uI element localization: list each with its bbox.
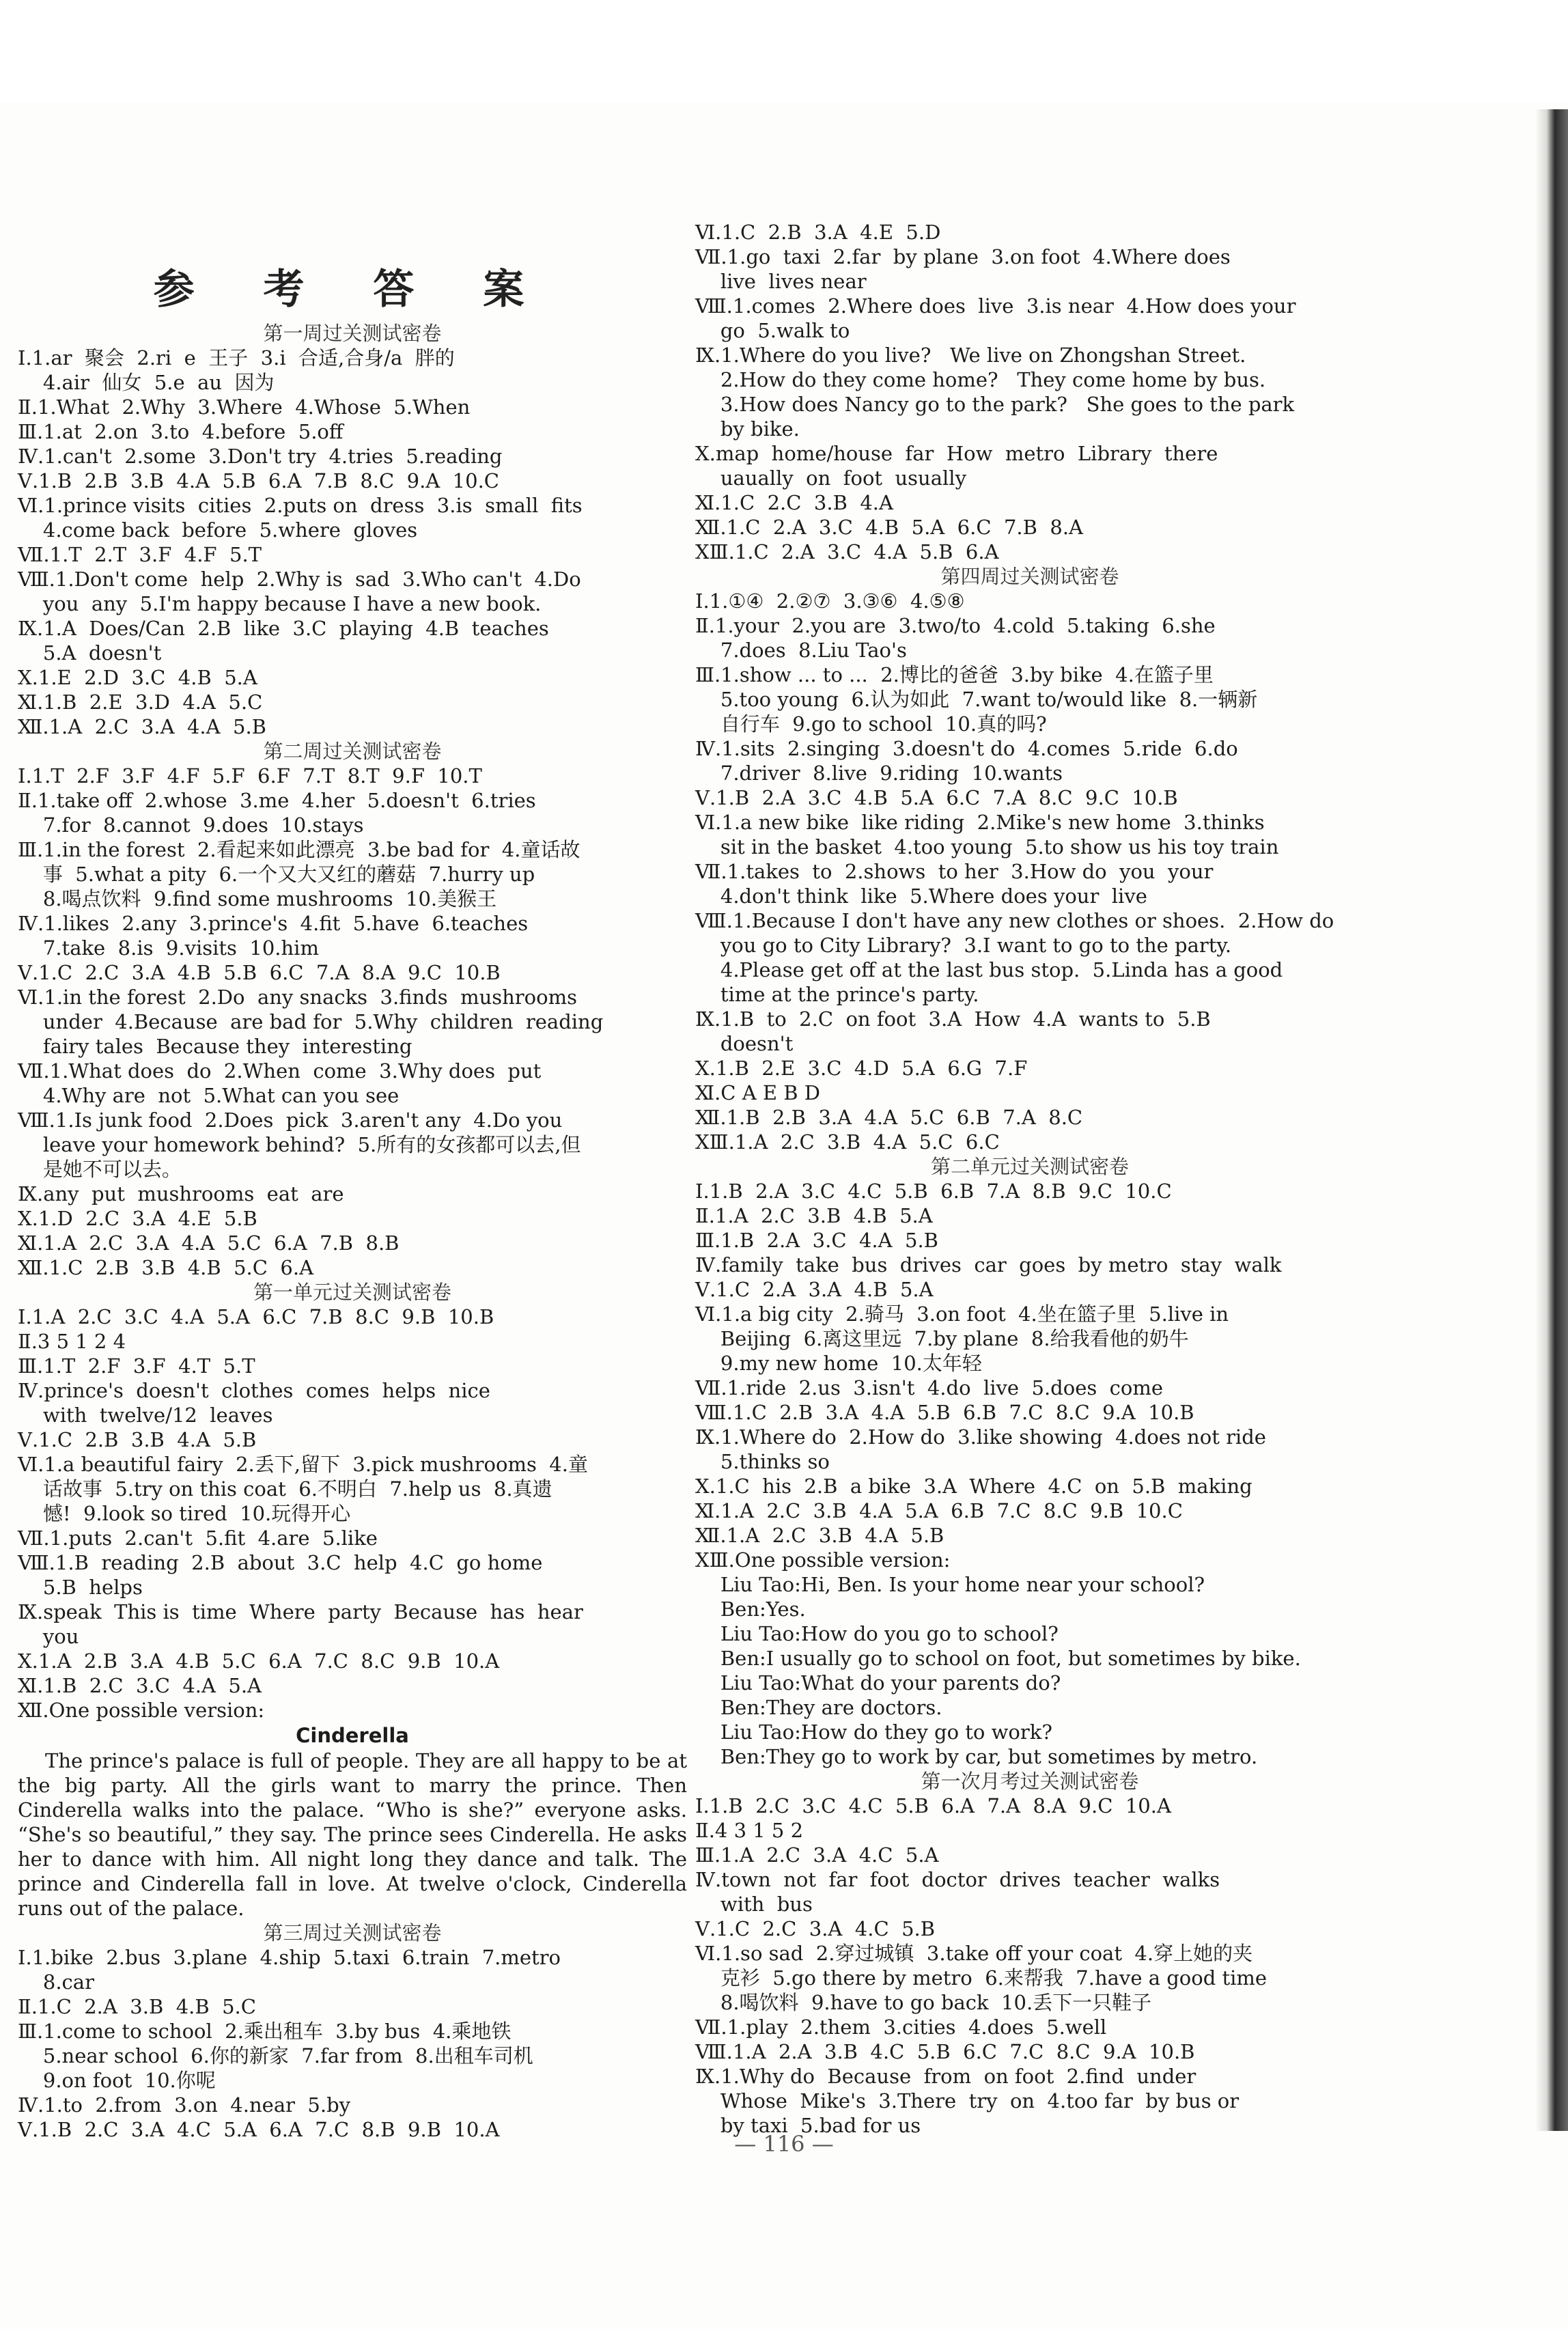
answer-line: 9.on foot 10.你呢 — [18, 2069, 216, 2092]
answer-line: Ⅱ.1.A 2.C 3.B 4.B 5.A — [695, 1204, 933, 1227]
answer-line: 克衫 5.go there by metro 6.来帮我 7.have a good time — [695, 1966, 1268, 1990]
answer-line: Ⅴ.1.B 2.B 3.B 4.A 5.B 6.A 7.B 8.C 9.A 10.C — [18, 469, 499, 492]
answer-line: go 5.walk to — [695, 319, 850, 342]
answer-line: Ⅱ.1.your 2.you are 3.two/to 4.cold 5.taking 6.she — [695, 614, 1216, 637]
answer-line: with twelve/12 leaves — [18, 1404, 273, 1427]
answer-line: 7.for 8.cannot 9.does 10.stays — [18, 813, 364, 837]
answer-line: Ⅲ.1.show ... to ... 2.博比的爸爸 3.by bike 4.在篮子里 — [695, 663, 1214, 686]
answer-line: Ⅲ.1.come to school 2.乘出租车 3.by bus 4.乘地铁 — [18, 2020, 512, 2043]
answer-line: Ⅻ.1.B 2.B 3.A 4.A 5.C 6.B 7.A 8.C — [695, 1106, 1083, 1129]
answer-line: Ⅴ.1.C 2.B 3.B 4.A 5.B — [18, 1428, 257, 1451]
answer-line: under 4.Because are bad for 5.Why children reading — [18, 1010, 604, 1033]
answer-line: 话故事 5.try on this coat 6.不明白 7.help us 8.真遗 — [18, 1477, 552, 1501]
answer-line: fairy tales Because they interesting — [18, 1035, 412, 1058]
right-sections — [695, 220, 1364, 2138]
answer-line: 5.thinks so — [695, 1450, 830, 1473]
answer-line: 4.don't think like 5.Where does your live — [695, 884, 1147, 908]
answer-line: 5.near school 6.你的新家 7.far from 8.出租车司机 — [18, 2044, 533, 2067]
answer-line: Ⅱ.3 5 1 2 4 — [18, 1330, 126, 1353]
answer-line: Ⅶ.1.T 2.T 3.F 4.F 5.T — [18, 543, 262, 566]
section-heading: 第一单元过关测试密卷 — [253, 1281, 451, 1304]
answer-line: Ⅷ.1.Don't come help 2.Why is sad 3.Who can't 4.Do — [18, 568, 581, 591]
answer-line: Ben:They go to work by car, but sometimes by metro. — [695, 1745, 1258, 1768]
answer-line: Ⅱ.1.C 2.A 3.B 4.B 5.C — [18, 1995, 256, 2018]
right-column — [695, 220, 1364, 2138]
answer-line: 4.Why are not 5.What can you see — [18, 1084, 400, 1107]
answer-line: Ⅷ.1.comes 2.Where does live 3.is near 4.How does your — [695, 294, 1296, 318]
essay-title: Cinderella — [296, 1724, 409, 1747]
answer-line: with bus — [695, 1893, 813, 1916]
answer-line: Beijing 6.离这里远 7.by plane 8.给我看他的奶牛 — [695, 1327, 1189, 1350]
answer-line: Whose Mike's 3.There try on 4.too far by bus or — [695, 2089, 1240, 2112]
answer-line: 9.my new home 10.太年轻 — [695, 1352, 982, 1375]
answer-line: Liu Tao:How do you go to school? — [695, 1622, 1059, 1645]
answer-line: Ⅶ.1.puts 2.can't 5.fit 4.are 5.like — [18, 1526, 378, 1550]
answer-line: uaually on foot usually — [695, 466, 966, 490]
essay-text: The prince's palace is full of people. They are all happy to be at the big party. All the girls want to marry the prince. Then Cinderella walks into the palace. “Who is she?” everyone asks. “She's so beautiful,” they say. The prince sees Cinderella. He asks her to dance with him. All night long they dance and talk. The prince and Cinderella fall in love. At twelve o'clock, Cinderella runs out of the palace. — [18, 1749, 687, 1920]
answer-line: Ⅷ.1.Because I don't have any new clothes or shoes. 2.How do — [695, 909, 1334, 932]
answer-line: Ⅰ.1.①④ 2.②⑦ 3.③⑥ 4.⑤⑧ — [695, 589, 965, 613]
section-heading: 第四周过关测试密卷 — [940, 565, 1119, 588]
left-column — [18, 220, 687, 2142]
answer-line: by taxi 5.bad for us — [695, 2114, 921, 2137]
answer-line: 5.A doesn't — [18, 641, 162, 665]
answer-line: Ⅺ.1.A 2.C 3.A 4.A 5.C 6.A 7.B 8.B — [18, 1231, 400, 1255]
answer-line: Ⅵ.1.a new bike like riding 2.Mike's new home 3.thinks — [695, 811, 1265, 834]
answer-line: Liu Tao:Hi, Ben. Is your home near your school? — [695, 1573, 1205, 1596]
left-tail-sections — [18, 1921, 687, 2142]
answer-line: Ⅲ.1.at 2.on 3.to 4.before 5.off — [18, 420, 344, 443]
answer-line: 7.does 8.Liu Tao's — [695, 639, 907, 662]
answer-line: Ⅵ.1.so sad 2.穿过城镇 3.take off your coat 4.穿上她的夹 — [695, 1942, 1253, 1965]
answer-line: Ⅸ.1.B to 2.C on foot 3.A How 4.A wants to 5.B — [695, 1007, 1211, 1031]
answer-line: Ⅳ.family take bus drives car goes by metro stay walk — [695, 1253, 1282, 1277]
answer-line: 2.How do they come home? They come home by bus. — [695, 368, 1266, 391]
answer-line: Ⅲ.1.T 2.F 3.F 4.T 5.T — [18, 1354, 255, 1378]
answer-line: Ⅺ.1.C 2.C 3.B 4.A — [695, 491, 893, 514]
answer-line: Ⅳ.1.can't 2.some 3.Don't try 4.tries 5.reading — [18, 445, 503, 468]
answer-line: Ⅰ.1.B 2.C 3.C 4.C 5.B 6.A 7.A 8.A 9.C 10.A — [695, 1794, 1171, 1817]
page-title: 参 考 答 案 — [153, 266, 552, 313]
answer-line: Ⅹ.1.B 2.E 3.C 4.D 5.A 6.G 7.F — [695, 1057, 1028, 1080]
answer-line: Ⅰ.1.ar 聚会 2.ri e 王子 3.i 合适,合身/a 胖的 — [18, 346, 455, 369]
answer-line: you any 5.I'm happy because I have a new book. — [18, 592, 542, 615]
answer-line: 7.take 8.is 9.visits 10.him — [18, 936, 319, 960]
answer-line: Ⅶ.1.ride 2.us 3.isn't 4.do live 5.does come — [695, 1376, 1164, 1399]
answer-line: 是她不可以去。 — [18, 1158, 182, 1181]
answer-line: Ⅸ.1.A Does/Can 2.B like 3.C playing 4.B teaches — [18, 617, 549, 640]
answer-line: Ⅱ.1.take off 2.whose 3.me 4.her 5.doesn't 6.tries — [18, 789, 536, 812]
answer-line: time at the prince's party. — [695, 983, 979, 1006]
answer-line: Ⅶ.1.go taxi 2.far by plane 3.on foot 4.Where does — [695, 245, 1231, 268]
answer-line: Ⅷ.1.B reading 2.B about 3.C help 4.C go home — [18, 1551, 543, 1574]
answer-line: 7.driver 8.live 9.riding 10.wants — [695, 762, 1063, 785]
answer-line: 8.喝饮料 9.have to go back 10.丢下一只鞋子 — [695, 1991, 1152, 2014]
answer-line: 3.How does Nancy go to the park? She goes to the park — [695, 393, 1295, 416]
top-margin — [0, 0, 1568, 102]
answer-line: by bike. — [695, 417, 800, 441]
answer-line: Ⅳ.1.sits 2.singing 3.doesn't do 4.comes 5.ride 6.do — [695, 737, 1238, 760]
answer-line: Ⅱ.4 3 1 5 2 — [695, 1819, 804, 1842]
answer-line: Ⅸ.1.Where do you live? We live on Zhongshan Street. — [695, 344, 1246, 367]
answer-line: Ben:Yes. — [695, 1598, 806, 1621]
answer-line: ⅩⅢ.1.A 2.C 3.B 4.A 5.C 6.C — [695, 1130, 1000, 1154]
answer-line: Ⅹ.1.C his 2.B a bike 3.A Where 4.C on 5.B making — [695, 1475, 1252, 1498]
answer-line: 事 5.what a pity 6.一个又大又红的蘑菇 7.hurry up — [18, 863, 535, 886]
answer-line: Ⅷ.1.Is junk food 2.Does pick 3.aren't any 4.Do you — [18, 1108, 563, 1132]
answer-line: 4.air 仙女 5.e au 因为 — [18, 371, 275, 394]
answer-line: 5.B helps — [18, 1576, 143, 1599]
answer-line: 8.喝点饮料 9.find some mushrooms 10.美猴王 — [18, 887, 497, 910]
answer-line: Ⅷ.1.C 2.B 3.A 4.A 5.B 6.B 7.C 8.C 9.A 10.B — [695, 1401, 1194, 1424]
answer-line: Ⅵ.1.a beautiful fairy 2.丢下,留下 3.pick mushrooms 4.童 — [18, 1453, 588, 1476]
answer-line: Ⅷ.1.A 2.A 3.B 4.C 5.B 6.C 7.C 8.C 9.A 10.B — [695, 2040, 1195, 2063]
section-heading: 第三周过关测试密卷 — [263, 1921, 442, 1944]
left-sections — [18, 321, 687, 1723]
answer-line: Ⅰ.1.bike 2.bus 3.plane 4.ship 5.taxi 6.train 7.metro — [18, 1946, 561, 1969]
answer-line: Ⅰ.1.T 2.F 3.F 4.F 5.F 6.F 7.T 8.T 9.F 10.T — [18, 764, 482, 787]
answer-line: live lives near — [695, 270, 867, 293]
answer-line: Ⅴ.1.B 2.A 3.C 4.B 5.A 6.C 7.A 8.C 9.C 10.B — [695, 786, 1178, 809]
answer-line: Ⅳ.town not far foot doctor drives teacher walks — [695, 1868, 1220, 1891]
section-heading: 第一次月考过关测试密卷 — [921, 1770, 1139, 1793]
answer-line: Ⅸ.1.Why do Because from on foot 2.find under — [695, 2065, 1196, 2088]
answer-line: you — [18, 1625, 79, 1648]
answer-line: Ⅲ.1.A 2.C 3.A 4.C 5.A — [695, 1843, 939, 1867]
section-heading: 第二单元过关测试密卷 — [930, 1155, 1129, 1178]
answer-line: Ⅰ.1.A 2.C 3.C 4.A 5.A 6.C 7.B 8.C 9.B 10.B — [18, 1305, 494, 1328]
answer-line: Ⅵ.1.C 2.B 3.A 4.E 5.D — [695, 221, 941, 244]
answer-line: Ⅸ.1.Where do 2.How do 3.like showing 4.does not ride — [695, 1425, 1266, 1449]
answer-line: 4.come back before 5.where gloves — [18, 518, 418, 542]
answer-line: Ⅹ.1.D 2.C 3.A 4.E 5.B — [18, 1207, 257, 1230]
answer-line: Ⅻ.1.A 2.C 3.B 4.A 5.B — [695, 1524, 944, 1547]
answer-line: Ⅺ.1.B 2.C 3.C 4.A 5.A — [18, 1674, 262, 1697]
answer-line: Ⅲ.1.in the forest 2.看起来如此漂亮 3.be bad for 4.童话故 — [18, 838, 580, 861]
answer-line: Ⅻ.1.C 2.A 3.C 4.B 5.A 6.C 7.B 8.A — [695, 516, 1083, 539]
answer-line: Ⅹ.1.E 2.D 3.C 4.B 5.A — [18, 666, 257, 689]
answer-line: Ⅹ.map home/house far How metro Library there — [695, 442, 1218, 465]
answer-line: Ⅵ.1.a big city 2.骑马 3.on foot 4.坐在篮子里 5.live in — [695, 1302, 1229, 1326]
answer-line: Ⅶ.1.play 2.them 3.cities 4.does 5.well — [695, 2016, 1107, 2039]
answer-line: sit in the basket 4.too young 5.to show us his toy train — [695, 835, 1279, 859]
answer-line: Ⅶ.1.takes to 2.shows to her 3.How do you your — [695, 860, 1214, 883]
section-heading: 第二周过关测试密卷 — [263, 740, 442, 763]
answer-line: Ⅶ.1.What does do 2.When come 3.Why does put — [18, 1059, 542, 1083]
answer-line: Ⅴ.1.C 2.A 3.A 4.B 5.A — [695, 1278, 934, 1301]
answer-line: Ⅻ.One possible version: — [18, 1699, 265, 1722]
answer-line: 4.Please get off at the last bus stop. 5.Linda has a good — [695, 958, 1283, 981]
answer-line: Ben:I usually go to school on foot, but sometimes by bike. — [695, 1647, 1301, 1670]
answer-line: 自行车 9.go to school 10.真的吗? — [695, 712, 1047, 736]
answer-line: Ⅰ.1.B 2.A 3.C 4.C 5.B 6.B 7.A 8.B 9.C 10.C — [695, 1180, 1172, 1203]
section-heading: 第一周过关测试密卷 — [263, 322, 442, 345]
answer-line: leave your homework behind? 5.所有的女孩都可以去,但 — [18, 1133, 581, 1156]
answer-line: Liu Tao:How do they go to work? — [695, 1720, 1052, 1744]
answer-line: Ⅺ.C A E B D — [695, 1081, 821, 1104]
answer-line: you go to City Library? 3.I want to go to the party. — [695, 934, 1232, 957]
answer-line: doesn't — [695, 1032, 794, 1055]
answer-line: Ben:They are doctors. — [695, 1696, 942, 1719]
answer-line: 5.too young 6.认为如此 7.want to/would like 8.一辆新 — [695, 688, 1258, 711]
page-number: — 116 — — [734, 2131, 834, 2157]
answer-line: Ⅲ.1.B 2.A 3.C 4.A 5.B — [695, 1229, 938, 1252]
answer-line: Ⅹ.1.A 2.B 3.A 4.B 5.C 6.A 7.C 8.C 9.B 10.A — [18, 1649, 500, 1673]
answer-line: Ⅸ.any put mushrooms eat are — [18, 1182, 344, 1205]
answer-line: ⅩⅢ.One possible version: — [695, 1548, 951, 1572]
answer-line: Ⅺ.1.A 2.C 3.B 4.A 5.A 6.B 7.C 8.C 9.B 10.C — [695, 1499, 1183, 1522]
answer-line: Ⅳ.prince's doesn't clothes comes helps nice — [18, 1379, 490, 1402]
answer-line: ⅩⅢ.1.C 2.A 3.C 4.A 5.B 6.A — [695, 540, 999, 563]
answer-line: 8.car — [18, 1970, 94, 1994]
answer-line: Ⅻ.1.C 2.B 3.B 4.B 5.C 6.A — [18, 1256, 314, 1279]
answer-line: Ⅵ.1.in the forest 2.Do any snacks 3.finds mushrooms — [18, 986, 577, 1009]
answer-line: Ⅺ.1.B 2.E 3.D 4.A 5.C — [18, 691, 263, 714]
answer-line: Ⅴ.1.C 2.C 3.A 4.B 5.B 6.C 7.A 8.A 9.C 10.B — [18, 961, 501, 984]
answer-line: Ⅻ.1.A 2.C 3.A 4.A 5.B — [18, 715, 266, 738]
answer-line: Ⅸ.speak This is time Where party Because has hear — [18, 1600, 583, 1623]
answer-line: Ⅳ.1.to 2.from 3.on 4.near 5.by — [18, 2093, 351, 2117]
answer-line: Ⅳ.1.likes 2.any 3.prince's 4.fit 5.have 6.teaches — [18, 912, 529, 935]
page-binding-edge — [1535, 109, 1568, 2131]
answer-line: Ⅵ.1.prince visits cities 2.puts on dress 3.is small fits — [18, 494, 583, 517]
answer-line: Ⅴ.1.B 2.C 3.A 4.C 5.A 6.A 7.C 8.B 9.B 10.A — [18, 2118, 500, 2141]
answer-line: Liu Tao:What do your parents do? — [695, 1671, 1061, 1695]
answer-line: 憾! 9.look so tired 10.玩得开心 — [18, 1502, 351, 1525]
answer-line: Ⅴ.1.C 2.C 3.A 4.C 5.B — [695, 1917, 936, 1940]
answer-line: Ⅱ.1.What 2.Why 3.Where 4.Whose 5.When — [18, 395, 471, 419]
